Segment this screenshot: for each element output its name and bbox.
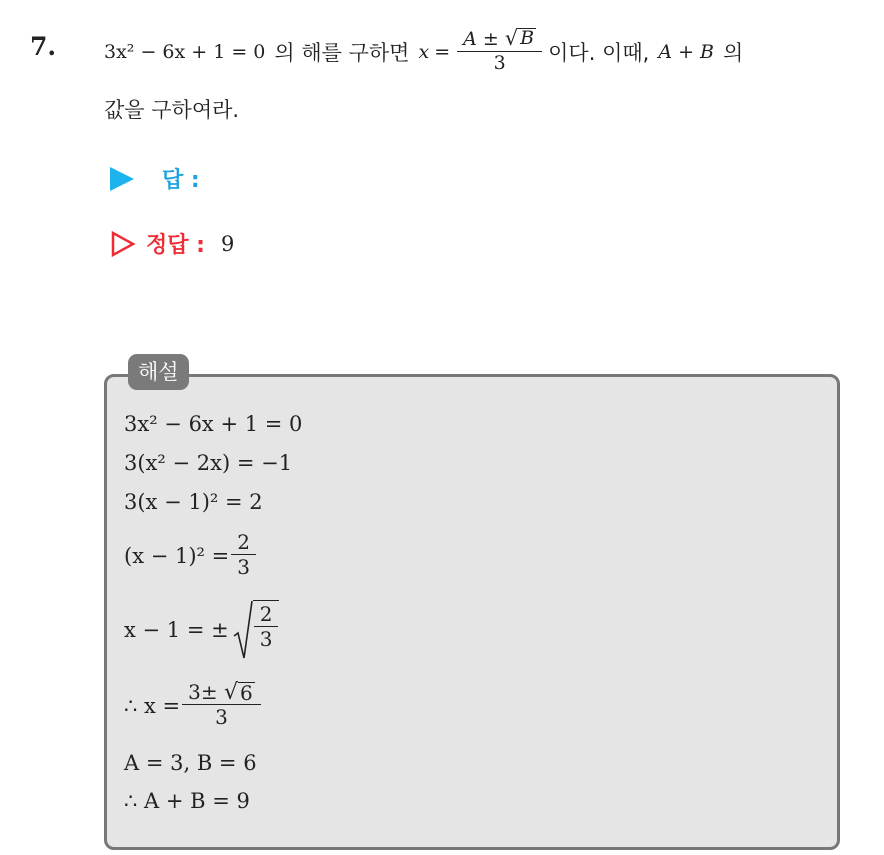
answer-label: 답 :: [162, 168, 200, 193]
correct-answer-row: [110, 228, 234, 259]
play-triangle-icon: [110, 167, 134, 191]
solution-line-3: 3(x − 1)² = 2: [124, 490, 263, 514]
question-text-b: 이다. 이때,: [548, 41, 650, 65]
solution-line-6-lhs: ∴ x =: [124, 693, 181, 718]
solution-line-5-den: 3: [254, 626, 279, 652]
radical-sign-icon: [233, 600, 253, 660]
correct-answer-label: 정답 :: [146, 233, 205, 258]
question-x-var: x: [418, 41, 430, 63]
solution-line-8: ∴ A + B = 9: [124, 789, 250, 813]
solution-line-5-fraction: [253, 600, 280, 660]
solution-line-6-num-a: 3±: [188, 680, 218, 704]
solution-line-6-num-b: 6: [240, 681, 253, 705]
solution-line-4-lhs: (x − 1)² =: [124, 543, 230, 568]
question-sqrt: √ B: [504, 26, 535, 51]
question-number: 7.: [30, 32, 57, 61]
solution-line-5: [124, 600, 279, 660]
solution-line-4-den: 3: [231, 554, 256, 580]
question-equation: 3x² − 6x + 1 = 0: [104, 41, 266, 63]
solution-line-6-fraction: [185, 681, 258, 730]
solution-line-4-fraction: [234, 531, 253, 580]
solution-line-5-lhs: x − 1 = ±: [124, 618, 229, 642]
solution-tab-label: 해설: [128, 354, 189, 390]
question-root-fraction: [460, 28, 539, 76]
solution-line-4-num: 2: [237, 530, 250, 554]
question-frac-den: 3: [457, 51, 542, 76]
outline-triangle-icon: [110, 231, 136, 257]
correct-answer-value: 9: [220, 231, 235, 256]
question-text-c: 의: [723, 41, 744, 65]
solution-line-2: 3(x² − 2x) = −1: [124, 451, 293, 475]
question-equals: =: [434, 41, 451, 63]
question-expr: A + B: [658, 41, 714, 63]
question-frac-num-a: A ±: [463, 28, 499, 51]
solution-line-6-den: 3: [182, 704, 261, 730]
question-line-1: [104, 22, 743, 82]
solution-line-6-sqrt: √ 6: [224, 680, 253, 705]
solution-line-5-num: 2: [259, 602, 273, 626]
solution-line-5-sqrt: [233, 600, 280, 660]
question-frac-num-b: B: [520, 27, 535, 50]
solution-line-7: A = 3, B = 6: [124, 751, 257, 775]
question-text-a: 의 해를 구하면: [274, 41, 410, 65]
question-line-2: 값을 구하여라.: [104, 98, 240, 122]
answer-row: [110, 163, 200, 194]
solution-line-6: [124, 681, 263, 730]
solution-line-4: [124, 531, 258, 580]
solution-line-1: 3x² − 6x + 1 = 0: [124, 412, 303, 436]
